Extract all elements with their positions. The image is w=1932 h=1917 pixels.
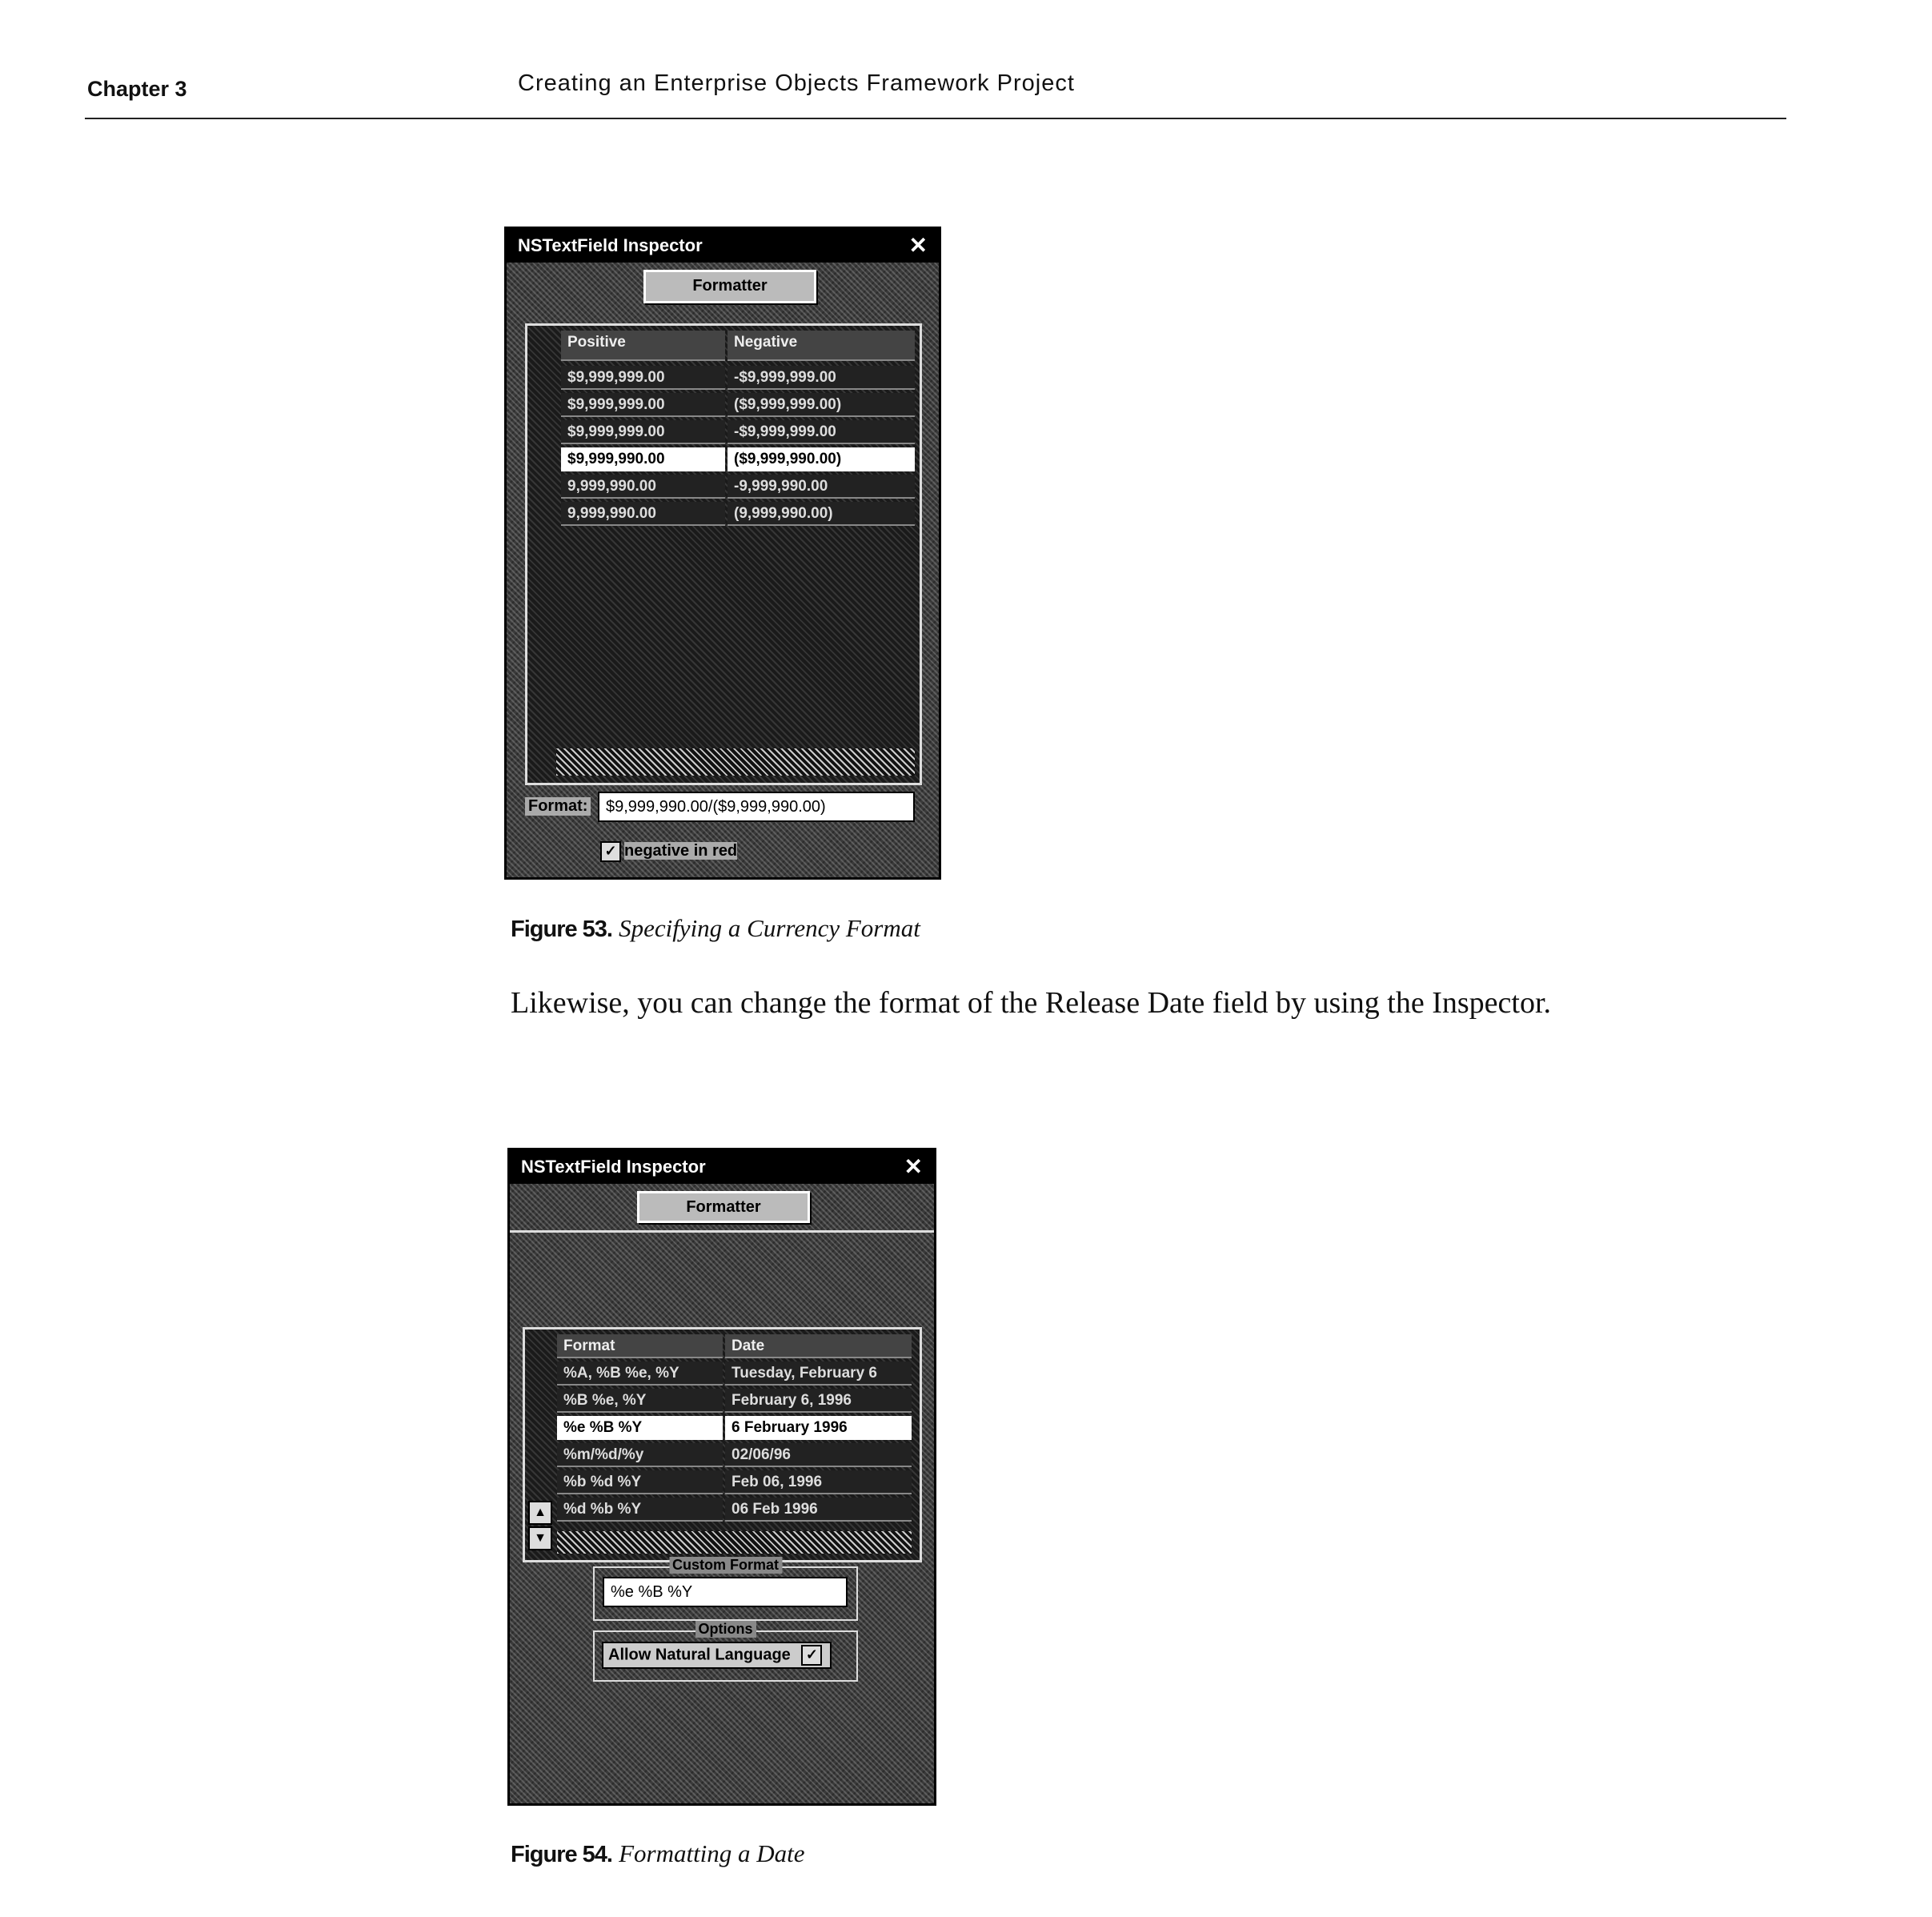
table-row-cell[interactable]: -$9,999,999.00: [728, 420, 915, 444]
header-rule: [85, 118, 1786, 119]
checkmark-icon: ✓: [600, 841, 621, 862]
table-row-selected-cell[interactable]: ($9,999,990.00): [728, 447, 915, 471]
table-row-cell[interactable]: %B %e, %Y: [557, 1389, 723, 1413]
scroll-down-arrow-icon[interactable]: ▼: [528, 1526, 552, 1550]
table-row-cell[interactable]: (9,999,990.00): [728, 502, 915, 526]
table-row-cell[interactable]: $9,999,999.00: [561, 420, 725, 444]
horizontal-scrollbar[interactable]: [556, 748, 915, 776]
custom-format-input[interactable]: %e %B %Y: [603, 1577, 848, 1607]
table-row-cell[interactable]: %d %b %Y: [557, 1498, 723, 1522]
table-row-selected-cell[interactable]: $9,999,990.00: [561, 447, 725, 471]
checkbox-label: Allow Natural Language: [608, 1646, 791, 1663]
column-header-format[interactable]: Format: [557, 1334, 723, 1358]
column-header-positive[interactable]: Positive: [561, 331, 725, 361]
table-row-cell[interactable]: %b %d %Y: [557, 1470, 723, 1494]
figure-53-inspector-window: [504, 227, 941, 880]
close-icon[interactable]: ✕: [904, 1150, 923, 1184]
format-label: Format:: [525, 797, 591, 816]
figure-54-inspector-window: [507, 1148, 936, 1806]
table-row-cell[interactable]: Feb 06, 1996: [725, 1470, 912, 1494]
close-icon[interactable]: ✕: [909, 229, 928, 263]
window-title: NSTextField Inspector: [518, 235, 703, 255]
inspector-mode-popup[interactable]: Formatter: [643, 270, 816, 303]
separator: [510, 1230, 934, 1233]
checkbox-label: negative in red: [624, 842, 737, 860]
negative-in-red-checkbox[interactable]: [600, 841, 737, 862]
running-title: Creating an Enterprise Objects Framework Project: [518, 70, 1075, 97]
table-row-cell[interactable]: Tuesday, February 6: [725, 1362, 912, 1386]
table-row-cell[interactable]: $9,999,999.00: [561, 393, 725, 417]
chapter-label: Chapter 3: [87, 77, 187, 102]
table-row-cell[interactable]: 06 Feb 1996: [725, 1498, 912, 1522]
window-titlebar: [510, 1150, 934, 1184]
date-format-table: [523, 1327, 922, 1562]
horizontal-scrollbar[interactable]: [557, 1531, 912, 1554]
window-title: NSTextField Inspector: [521, 1157, 706, 1177]
caption-text: Formatting a Date: [619, 1839, 805, 1867]
format-table: [525, 323, 922, 785]
table-row-cell[interactable]: $9,999,999.00: [561, 366, 725, 390]
column-header-date[interactable]: Date: [725, 1334, 912, 1358]
body-paragraph: Likewise, you can change the format of the Release Date field by using the Inspector.: [511, 981, 1631, 1025]
group-title: Options: [695, 1621, 756, 1638]
figure-53-caption: [511, 914, 920, 943]
table-row-cell[interactable]: %A, %B %e, %Y: [557, 1362, 723, 1386]
table-row-cell[interactable]: 02/06/96: [725, 1443, 912, 1467]
table-row-cell[interactable]: -9,999,990.00: [728, 475, 915, 499]
checkmark-icon: ✓: [801, 1645, 822, 1666]
table-row-cell[interactable]: February 6, 1996: [725, 1389, 912, 1413]
format-input[interactable]: $9,999,990.00/($9,999,990.00): [598, 792, 915, 822]
table-row-cell[interactable]: 9,999,990.00: [561, 502, 725, 526]
table-row-cell[interactable]: %m/%d/%y: [557, 1443, 723, 1467]
inspector-mode-popup[interactable]: Formatter: [637, 1191, 810, 1223]
table-row-selected-cell[interactable]: %e %B %Y: [557, 1416, 723, 1440]
figure-54-caption: [511, 1839, 805, 1868]
table-row-cell[interactable]: ($9,999,999.00): [728, 393, 915, 417]
scroll-up-arrow-icon[interactable]: ▲: [528, 1501, 552, 1525]
group-title: Custom Format: [669, 1557, 782, 1574]
window-titlebar: [507, 229, 939, 263]
allow-natural-language-checkbox[interactable]: [602, 1642, 832, 1669]
caption-number: Figure 54.: [511, 1842, 612, 1867]
table-row-cell[interactable]: -$9,999,999.00: [728, 366, 915, 390]
table-row-selected-cell[interactable]: 6 February 1996: [725, 1416, 912, 1440]
caption-number: Figure 53.: [511, 916, 612, 942]
table-row-cell[interactable]: 9,999,990.00: [561, 475, 725, 499]
column-header-negative[interactable]: Negative: [728, 331, 915, 361]
caption-text: Specifying a Currency Format: [619, 914, 920, 942]
